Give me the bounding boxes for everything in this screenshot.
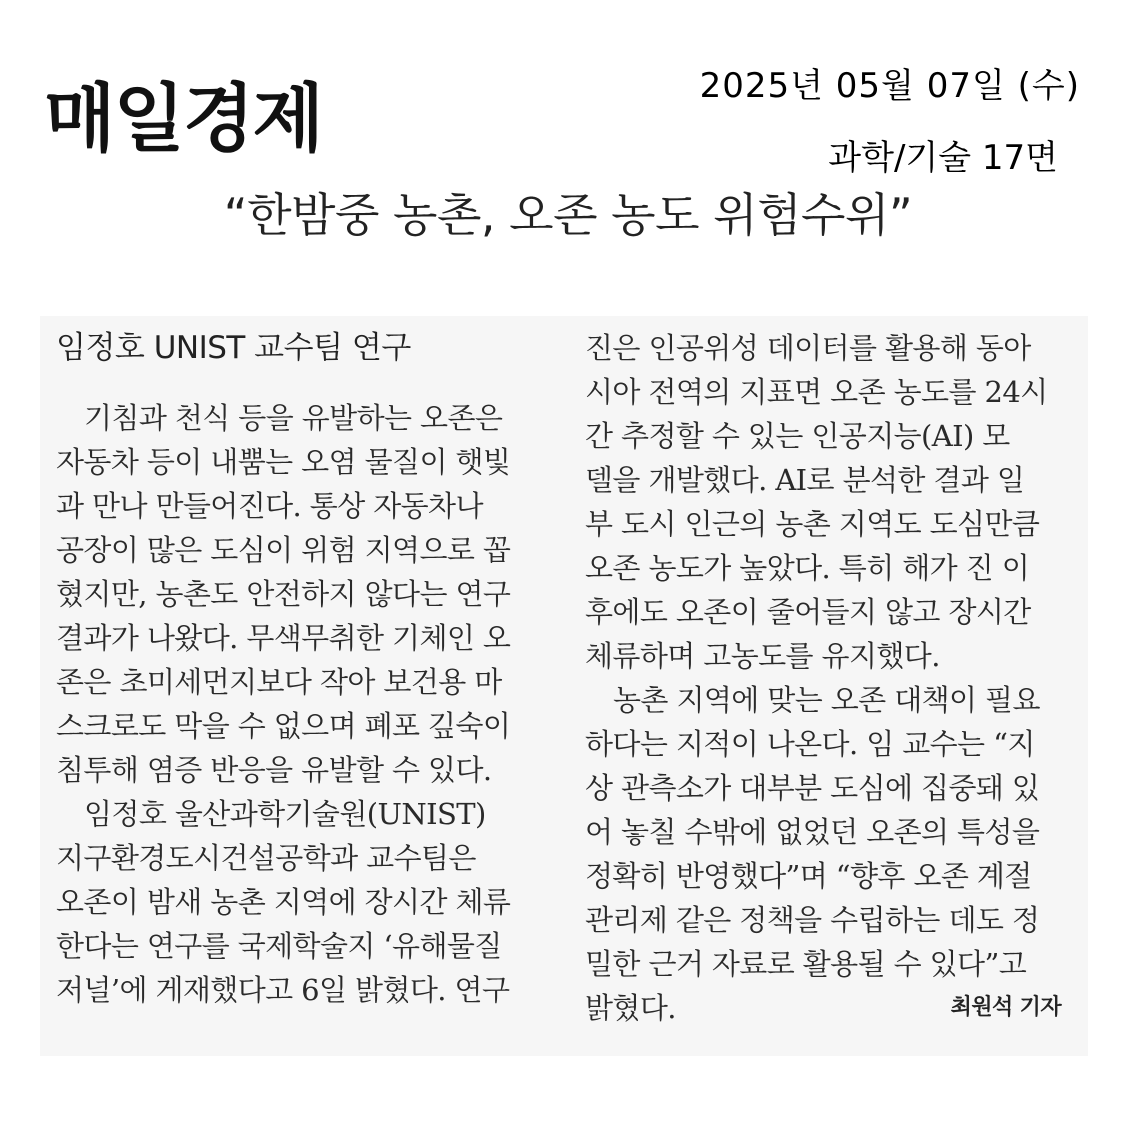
body-line: 밝혔다. bbox=[585, 991, 676, 1025]
body-line: 부 도시 인근의 농촌 지역도 도심만큼 bbox=[585, 507, 1040, 541]
body-line: 간 추정할 수 있는 인공지능(AI) 모 bbox=[585, 419, 1010, 453]
body-line: 스크로도 막을 수 없으며 폐포 깊숙이 bbox=[56, 709, 511, 743]
body-line: 한다는 연구를 국제학술지 ‘유해물질 bbox=[56, 929, 502, 963]
body-line: 하다는 지적이 나온다. 임 교수는 “지 bbox=[585, 727, 1035, 761]
body-line: 존은 초미세먼지보다 작아 보건용 마 bbox=[56, 665, 502, 699]
last-line-row bbox=[585, 986, 1075, 1030]
body-line: 체류하며 고농도를 유지했다. bbox=[585, 639, 940, 673]
article-column-left bbox=[56, 326, 546, 1012]
section-page: 과학/기술 17면 bbox=[828, 138, 1058, 178]
body-line: 농촌 지역에 맞는 오존 대책이 필요 bbox=[613, 683, 1040, 717]
body-line: 공장이 많은 도심이 위험 지역으로 꼽 bbox=[56, 533, 511, 567]
body-line: 임정호 울산과학기술원(UNIST) bbox=[84, 797, 486, 831]
body-line: 오존이 밤새 농촌 지역에 장시간 체류 bbox=[56, 885, 511, 919]
body-line: 정확히 반영했다”며 “향후 오존 계절 bbox=[585, 859, 1032, 893]
body-line: 진은 인공위성 데이터를 활용해 동아 bbox=[585, 331, 1031, 365]
body-line: 밀한 근거 자료로 활용될 수 있다”고 bbox=[585, 947, 1027, 981]
body-line: 혔지만, 농촌도 안전하지 않다는 연구 bbox=[56, 577, 511, 611]
body-line: 관리제 같은 정책을 수립하는 데도 정 bbox=[585, 903, 1040, 937]
subheadline: 임정호 UNIST 교수팀 연구 bbox=[56, 330, 411, 366]
body-line: 시아 전역의 지표면 오존 농도를 24시 bbox=[585, 375, 1048, 409]
body-line: 후에도 오존이 줄어들지 않고 장시간 bbox=[585, 595, 1031, 629]
body-line: 지구환경도시건설공학과 교수팀은 bbox=[56, 841, 476, 875]
body-line: 과 만나 만들어진다. 통상 자동차나 bbox=[56, 489, 483, 523]
body-line: 침투해 염증 반응을 유발할 수 있다. bbox=[56, 753, 492, 787]
body-line: 어 놓칠 수밖에 없었던 오존의 특성을 bbox=[585, 815, 1040, 849]
masthead-logo: 매일경제 bbox=[44, 76, 322, 162]
article-body bbox=[40, 316, 1088, 1056]
body-line: 저널’에 게재했다고 6일 밝혔다. 연구 bbox=[56, 973, 510, 1007]
headline: “한밤중 농촌, 오존 농도 위험수위” bbox=[223, 188, 913, 242]
reporter-byline: 최원석 기자 bbox=[950, 995, 1061, 1020]
body-line: 기침과 천식 등을 유발하는 오존은 bbox=[84, 401, 503, 435]
article-column-right bbox=[585, 326, 1075, 1030]
publication-date: 2025년 05월 07일 (수) bbox=[699, 66, 1080, 106]
body-line: 자동차 등이 내뿜는 오염 물질이 햇빛 bbox=[56, 445, 511, 479]
body-line: 오존 농도가 높았다. 특히 해가 진 이 bbox=[585, 551, 1030, 585]
body-line: 결과가 나왔다. 무색무취한 기체인 오 bbox=[56, 621, 511, 655]
body-line: 상 관측소가 대부분 도심에 집중돼 있 bbox=[585, 771, 1040, 805]
body-line: 델을 개발했다. AI로 분석한 결과 일 bbox=[585, 463, 1025, 497]
